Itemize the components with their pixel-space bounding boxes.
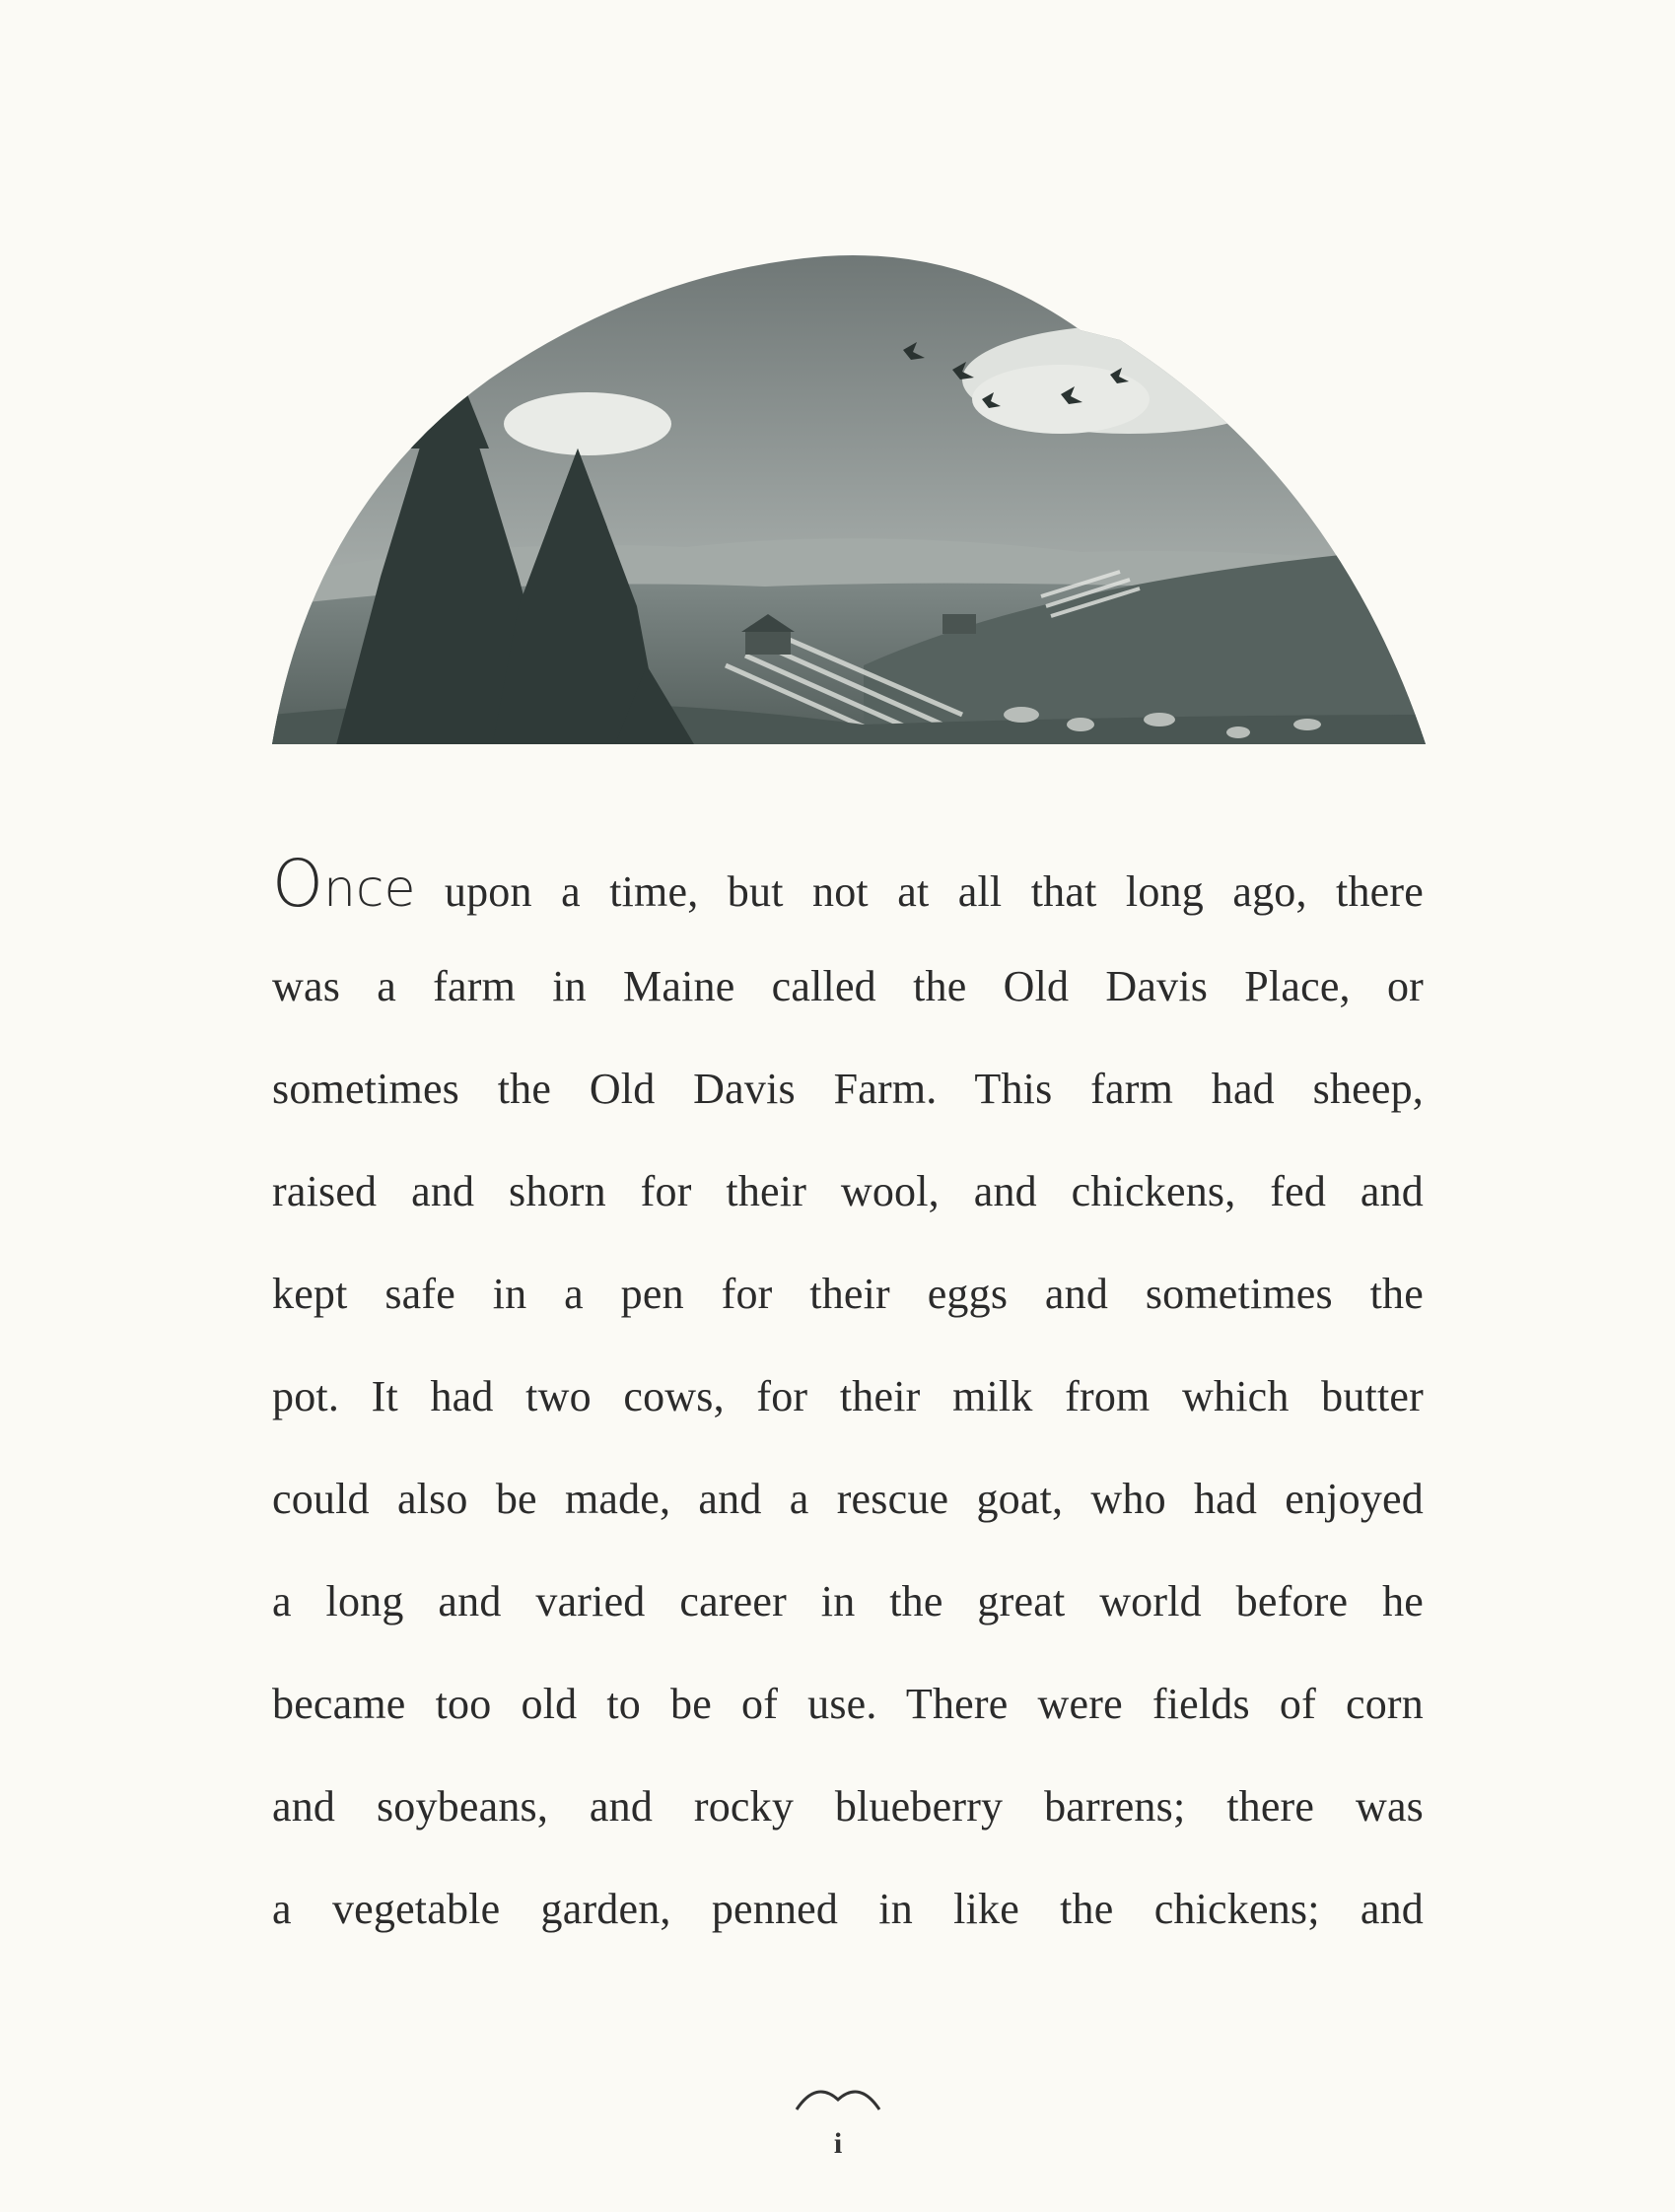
drop-word-rest: nce	[322, 860, 416, 919]
page-ornament-icon	[789, 2070, 887, 2129]
farm-landscape-illustration	[272, 251, 1426, 774]
text-line-2: was a farm in Maine called the Old Davis Place, or	[272, 962, 1424, 1010]
text-line-3: sometimes the Old Davis Farm. This farm had sheep,	[272, 1065, 1424, 1113]
story-text	[272, 833, 1424, 1961]
text-line-10: and soybeans, and rocky blueberry barrens; there was	[272, 1782, 1424, 1831]
text-line-1	[272, 833, 1424, 935]
barn	[745, 631, 791, 655]
landscape-svg	[272, 251, 1426, 774]
text-line-7: could also be made, and a rescue goat, who had enjoyed	[272, 1475, 1424, 1523]
text-line-11: a vegetable garden, penned in like the chickens; and	[272, 1885, 1424, 1933]
cloud-left	[504, 392, 671, 455]
line-1-rest: upon a time, but not at all that long ago, there	[415, 867, 1424, 916]
text-line-6: pot. It had two cows, for their milk from which butter	[272, 1372, 1424, 1420]
drop-letter: O	[272, 846, 323, 922]
page-number: i	[833, 2127, 843, 2160]
text-line-5: kept safe in a pen for their eggs and sometimes the	[272, 1270, 1424, 1318]
text-line-8: a long and varied career in the great world before he	[272, 1577, 1424, 1625]
drop-word	[272, 846, 416, 922]
text-line-9: became too old to be of use. There were fields of corn	[272, 1680, 1424, 1728]
text-line-4: raised and shorn for their wool, and chickens, fed and	[272, 1167, 1424, 1215]
